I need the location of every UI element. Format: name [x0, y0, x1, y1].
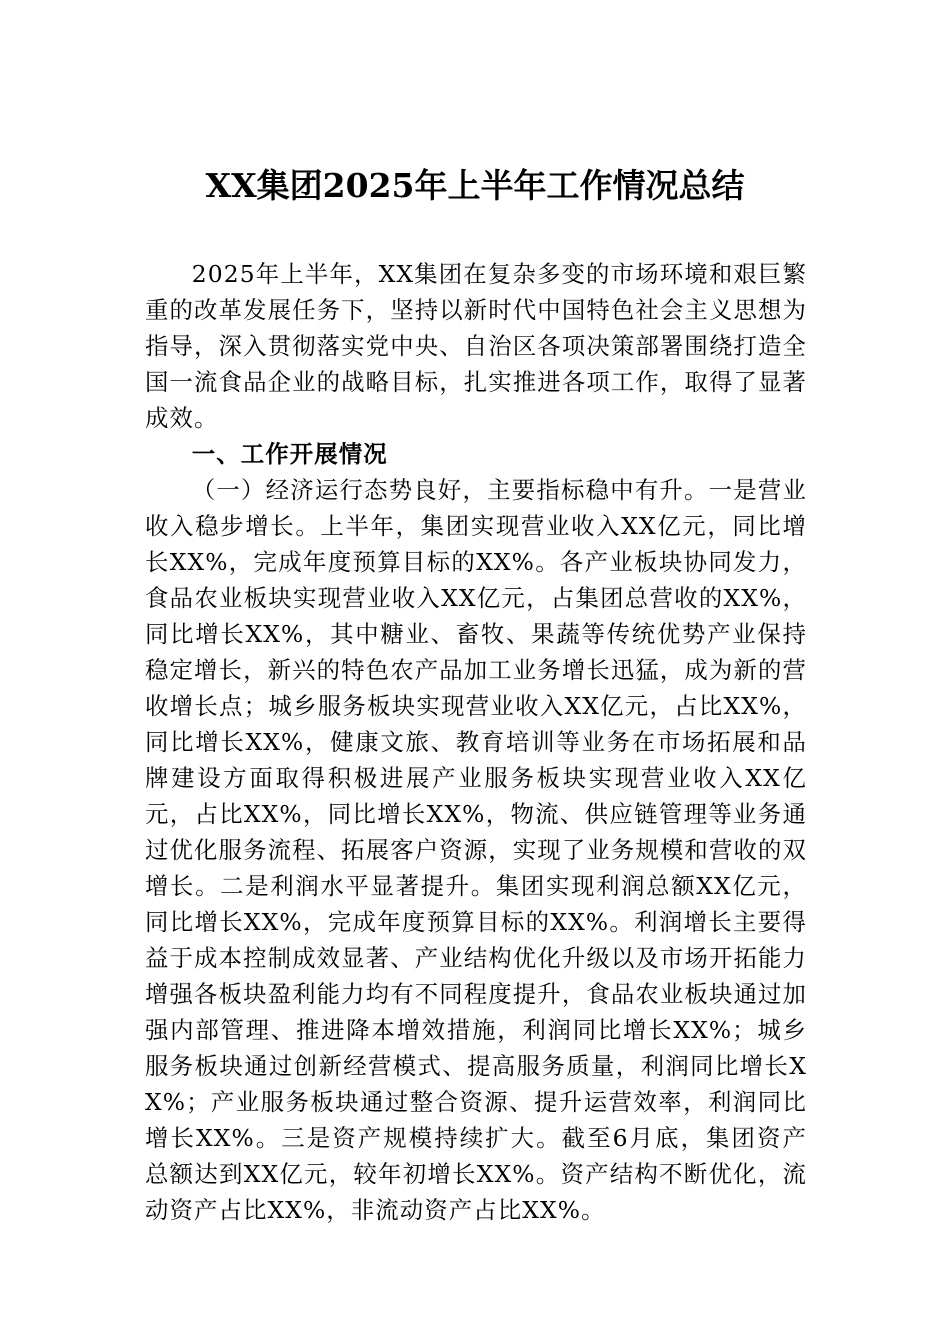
subsection-body: 一是营业收入稳步增长。上半年，集团实现营业收入XX亿元，同比增长XX%，完成年度预算目标的XX%。各产业板块协同发力，食品农业板块实现营业收入XX亿元，占集团总营收的XX%，同比增长XX%，其中糖业、畜牧、果蔬等传统优势产业保持稳定增长，新兴的特色农产品加工业务增长迅猛，成为新的营收增长点；城乡服务板块实现营业收入XX亿元，占比XX%，同比增长XX%，健康文旅、教育培训等业务在市场拓展和品牌建设方面取得积极进展产业服务板块实现营业收入XX亿元，占比XX%，同比增长XX%，物流、供应链管理等业务通过优化服务流程、拓展客户资源，实现了业务规模和营收的双增长。二是利润水平显著提升。集团实现利润总额XX亿元，同比增长XX%，完成年度预算目标的XX%。利润增长主要得益于成本控制成效显著、产业结构优化升级以及市场开拓能力增强各板块盈利能力均有不同程度提升，食品农业板块通过加强内部管理、推进降本增效措施，利润同比增长XX%；城乡服务板块通过创新经营模式、提高服务质量，利润同比增长XX%；产业服务板块通过整合资源、提升运营效率，利润同比增长XX%。三是资产规模持续扩大。截至6月底，集团资产总额达到XX亿元，较年初增长XX%。资产结构不断优化，流动资产占比XX%，非流动资产占比XX%。 — [145, 476, 807, 1224]
section-heading-work-progress: 一、工作开展情况 — [191, 440, 388, 468]
subsection-paragraph-economy — [145, 472, 807, 1228]
intro-paragraph: 2025年上半年，XX集团在复杂多变的市场环境和艰巨繁重的改革发展任务下，坚持以新时代中国特色社会主义思想为指导，深入贯彻落实党中央、自治区各项决策部署围绕打造全国一流食品企业的战略目标，扎实推进各项工作，取得了显著成效。 — [145, 260, 807, 432]
document-title: XX集团2025年上半年工作情况总结 — [205, 166, 745, 205]
subsection-lead: （一）经济运行态势良好，主要指标稳中有升。 — [191, 476, 709, 504]
document-body — [145, 256, 807, 1228]
